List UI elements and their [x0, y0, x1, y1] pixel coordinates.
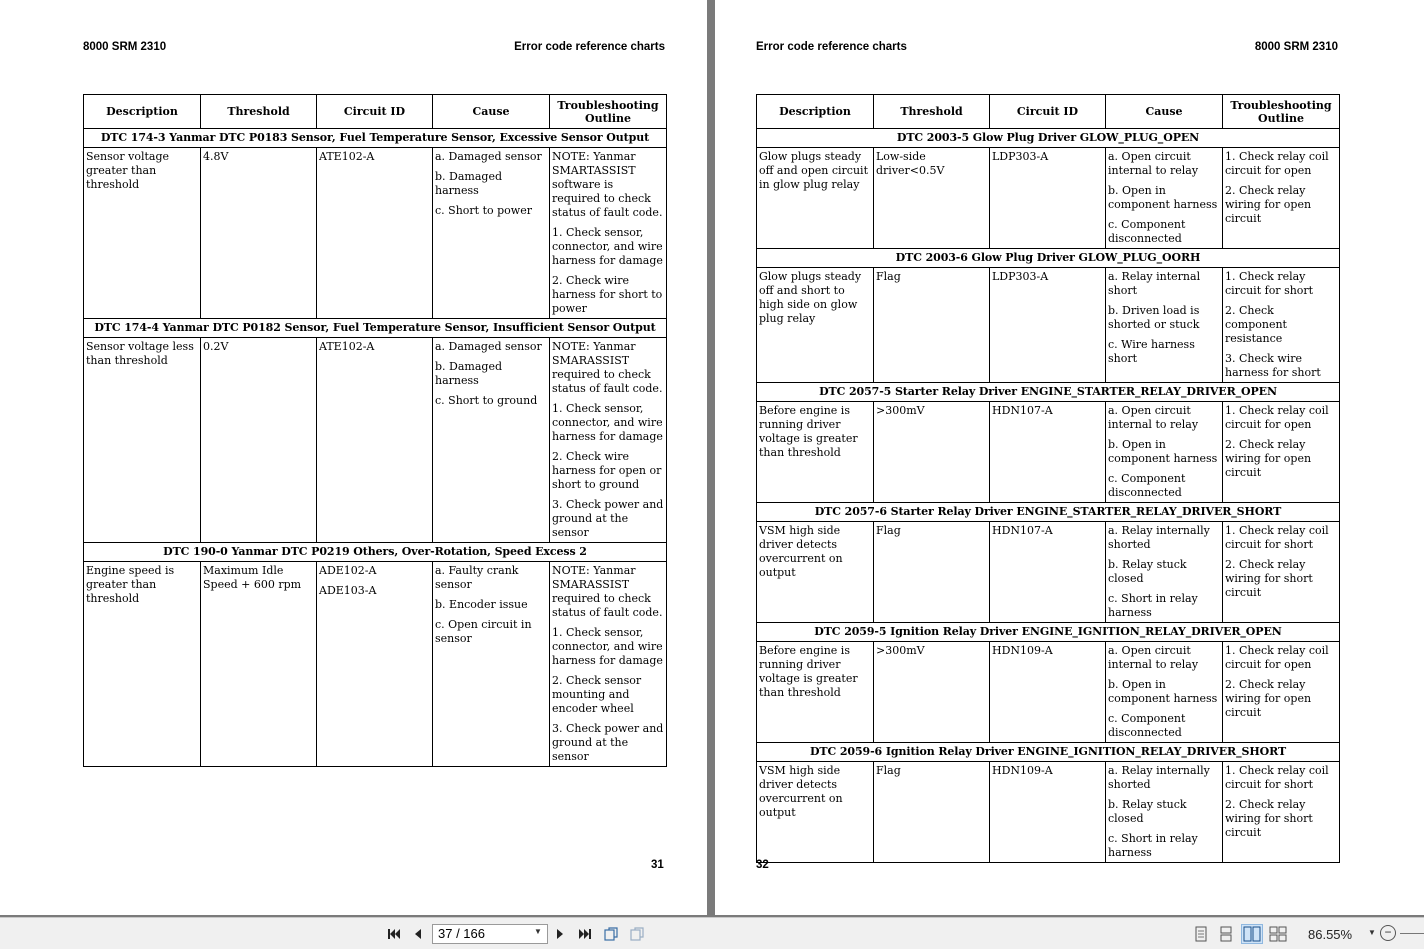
circuit-id: HDN109-A [992, 644, 1053, 657]
page-dropdown-icon[interactable]: ▼ [534, 927, 542, 936]
outline-item: 1. Check sensor, connector, and wire harness for damage [552, 402, 663, 443]
table-row [757, 642, 1340, 743]
section-row [757, 623, 1340, 642]
table-row [757, 762, 1340, 863]
cell-cause [433, 562, 550, 767]
table-row [757, 148, 1340, 249]
circuit-id: LDP303-A [992, 150, 1049, 163]
cause-item: b. Relay stuck closed [1108, 798, 1187, 825]
section-row [84, 543, 667, 562]
cell-troubleshooting [1223, 762, 1340, 863]
cell-threshold: >300mV [874, 642, 990, 743]
page-header-right: 8000 SRM 2310 [1254, 41, 1338, 53]
circuit-id: HDN109-A [992, 764, 1053, 777]
cell-circuit-id [990, 642, 1106, 743]
dtc-table-left [83, 94, 667, 767]
page-number-input[interactable]: 37 / 166 [432, 924, 548, 944]
dtc-section-title: DTC 2003-6 Glow Plug Driver GLOW_PLUG_OORH [757, 249, 1340, 268]
cell-circuit-id [990, 148, 1106, 249]
col-header-troubleshooting: Troubleshooting Outline [550, 95, 667, 129]
cell-troubleshooting [1223, 268, 1340, 383]
zoom-slider[interactable] [1400, 933, 1424, 934]
cause-item: a. Relay internally shorted [1108, 764, 1210, 791]
cell-troubleshooting [550, 338, 667, 543]
cause-item: b. Damaged harness [435, 360, 502, 387]
cell-description: Before engine is running driver voltage is greater than threshold [757, 402, 874, 503]
dtc-section-title: DTC 2059-6 Ignition Relay Driver ENGINE_IGNITION_RELAY_DRIVER_SHORT [757, 743, 1340, 762]
cell-cause [1106, 762, 1223, 863]
cell-cause [1106, 268, 1223, 383]
outline-item: 1. Check relay coil circuit for open [1225, 404, 1329, 431]
col-header-cause: Cause [1106, 95, 1223, 129]
page-header-left: 8000 SRM 2310 [83, 41, 167, 53]
cell-troubleshooting [550, 562, 667, 767]
cell-description: VSM high side driver detects overcurrent on output [757, 522, 874, 623]
cause-item: a. Faulty crank sensor [435, 564, 519, 591]
cause-item: c. Open circuit in sensor [435, 618, 532, 645]
outline-item: 2. Check relay wiring for open circuit [1225, 678, 1312, 719]
cell-threshold: 0.2V [201, 338, 317, 543]
zoom-out-icon[interactable]: − [1380, 925, 1396, 941]
outline-item: 3. Check power and ground at the sensor [552, 722, 664, 763]
outline-item: 2. Check relay wiring for short circuit [1225, 798, 1313, 839]
section-row [84, 129, 667, 148]
cell-threshold: Flag [874, 522, 990, 623]
outline-item: NOTE: Yanmar SMARASSIST required to check status of fault code. [552, 564, 663, 619]
section-row [757, 249, 1340, 268]
outline-item: 2. Check wire harness for short to power [552, 274, 663, 315]
col-header-troubleshooting: Troubleshooting Outline [1223, 95, 1340, 129]
zoom-dropdown-icon[interactable]: ▼ [1368, 928, 1376, 937]
cell-cause [1106, 642, 1223, 743]
continuous-facing-view-icon[interactable] [1267, 924, 1289, 944]
dtc-section-title: DTC 190-0 Yanmar DTC P0219 Others, Over-Rotation, Speed Excess 2 [84, 543, 667, 562]
page-header-left: Error code reference charts [756, 41, 907, 53]
cell-description: Engine speed is greater than threshold [84, 562, 201, 767]
table-row [757, 402, 1340, 503]
table-header-row [84, 95, 667, 129]
dtc-section-title: DTC 2057-6 Starter Relay Driver ENGINE_STARTER_RELAY_DRIVER_SHORT [757, 503, 1340, 522]
page-number: 31 [651, 859, 664, 871]
col-header-threshold: Threshold [201, 95, 317, 129]
cause-item: c. Short to ground [435, 394, 538, 407]
page-header-right: Error code reference charts [514, 41, 665, 53]
continuous-view-icon[interactable] [1215, 924, 1237, 944]
table-row [757, 522, 1340, 623]
col-header-description: Description [757, 95, 874, 129]
cause-item: b. Driven load is shorted or stuck [1108, 304, 1200, 331]
col-header-circuit-id: Circuit ID [317, 95, 433, 129]
cause-item: b. Damaged harness [435, 170, 502, 197]
cell-cause [1106, 148, 1223, 249]
section-row [757, 129, 1340, 148]
cause-item: a. Open circuit internal to relay [1108, 404, 1199, 431]
outline-item: 2. Check wire harness for open or short to ground [552, 450, 662, 491]
circuit-id: LDP303-A [992, 270, 1049, 283]
circuit-id: ADE103-A [319, 584, 377, 597]
cause-item: a. Open circuit internal to relay [1108, 150, 1199, 177]
outline-item: NOTE: Yanmar SMARTASSIST software is required to check status of fault code. [552, 150, 663, 219]
zoom-level[interactable]: 86.55% [1308, 927, 1353, 942]
table-header-row [757, 95, 1340, 129]
cell-threshold: Maximum Idle Speed + 600 rpm [201, 562, 317, 767]
cell-troubleshooting [1223, 522, 1340, 623]
cause-item: c. Short to power [435, 204, 532, 217]
cell-threshold: 4.8V [201, 148, 317, 319]
viewer-toolbar [0, 917, 1424, 949]
previous-view-icon[interactable] [601, 924, 621, 944]
outline-item: 2. Check sensor mounting and encoder wheel [552, 674, 642, 715]
cause-item: a. Damaged sensor [435, 150, 542, 163]
cause-item: c. Short in relay harness [1108, 832, 1198, 859]
cause-item: a. Open circuit internal to relay [1108, 644, 1199, 671]
cell-threshold: >300mV [874, 402, 990, 503]
cell-description: Glow plugs steady off and open circuit in glow plug relay [757, 148, 874, 249]
outline-item: 1. Check sensor, connector, and wire harness for damage [552, 626, 663, 667]
cell-threshold: Low-side driver<0.5V [874, 148, 990, 249]
cause-item: b. Encoder issue [435, 598, 528, 611]
cell-description: VSM high side driver detects overcurrent on output [757, 762, 874, 863]
cause-item: c. Component disconnected [1108, 712, 1186, 739]
outline-item: 1. Check sensor, connector, and wire harness for damage [552, 226, 663, 267]
cause-item: b. Relay stuck closed [1108, 558, 1187, 585]
cause-item: b. Open in component harness [1108, 678, 1218, 705]
cause-item: c. Short in relay harness [1108, 592, 1198, 619]
page-number: 32 [756, 859, 769, 871]
outline-item: 2. Check relay wiring for open circuit [1225, 438, 1312, 479]
dtc-table-right [756, 94, 1340, 863]
pdf-page-left [0, 0, 707, 915]
table-row [757, 268, 1340, 383]
last-page-icon[interactable] [575, 924, 595, 944]
cause-item: c. Wire harness short [1108, 338, 1195, 365]
cell-troubleshooting [1223, 402, 1340, 503]
cell-description: Sensor voltage less than threshold [84, 338, 201, 543]
next-page-icon[interactable] [550, 924, 570, 944]
table-row [84, 338, 667, 543]
col-header-circuit-id: Circuit ID [990, 95, 1106, 129]
cell-circuit-id [990, 522, 1106, 623]
section-row [757, 383, 1340, 402]
cause-item: c. Component disconnected [1108, 472, 1186, 499]
cause-item: a. Relay internal short [1108, 270, 1201, 297]
cell-threshold: Flag [874, 762, 990, 863]
section-row [757, 743, 1340, 762]
col-header-threshold: Threshold [874, 95, 990, 129]
cause-item: b. Open in component harness [1108, 184, 1218, 211]
circuit-id: HDN107-A [992, 524, 1053, 537]
outline-item: 1. Check relay coil circuit for short [1225, 764, 1329, 791]
cause-item: b. Open in component harness [1108, 438, 1218, 465]
cell-circuit-id [990, 402, 1106, 503]
outline-item: 1. Check relay coil circuit for open [1225, 150, 1329, 177]
cell-circuit-id [990, 268, 1106, 383]
cell-description: Glow plugs steady off and short to high side on glow plug relay [757, 268, 874, 383]
circuit-id: ADE102-A [319, 564, 377, 577]
dtc-section-title: DTC 2059-5 Ignition Relay Driver ENGINE_IGNITION_RELAY_DRIVER_OPEN [757, 623, 1340, 642]
table-row [84, 562, 667, 767]
outline-item: 2. Check relay wiring for open circuit [1225, 184, 1312, 225]
section-row [84, 319, 667, 338]
cell-troubleshooting [1223, 642, 1340, 743]
outline-item: 1. Check relay coil circuit for open [1225, 644, 1329, 671]
outline-item: 1. Check relay coil circuit for short [1225, 524, 1329, 551]
pdf-page-right [715, 0, 1424, 915]
dtc-section-title: DTC 2003-5 Glow Plug Driver GLOW_PLUG_OPEN [757, 129, 1340, 148]
cell-circuit-id [990, 762, 1106, 863]
cell-circuit-id [317, 338, 433, 543]
cell-troubleshooting [550, 148, 667, 319]
single-page-view-icon[interactable] [1190, 924, 1212, 944]
cause-item: a. Damaged sensor [435, 340, 542, 353]
cell-circuit-id [317, 562, 433, 767]
cell-description: Before engine is running driver voltage is greater than threshold [757, 642, 874, 743]
circuit-id: HDN107-A [992, 404, 1053, 417]
cell-cause [1106, 522, 1223, 623]
previous-page-icon[interactable] [408, 924, 428, 944]
cell-threshold: Flag [874, 268, 990, 383]
outline-item: 3. Check wire harness for short [1225, 352, 1321, 379]
cause-item: a. Relay internally shorted [1108, 524, 1210, 551]
table-row [84, 148, 667, 319]
outline-item: 2. Check relay wiring for short circuit [1225, 558, 1313, 599]
col-header-description: Description [84, 95, 201, 129]
outline-item: 3. Check power and ground at the sensor [552, 498, 664, 539]
cell-description: Sensor voltage greater than threshold [84, 148, 201, 319]
cell-cause [433, 148, 550, 319]
outline-item: NOTE: Yanmar SMARASSIST required to check status of fault code. [552, 340, 663, 395]
first-page-icon[interactable] [384, 924, 404, 944]
dtc-section-title: DTC 174-4 Yanmar DTC P0182 Sensor, Fuel Temperature Sensor, Insufficient Sensor Output [84, 319, 667, 338]
cell-troubleshooting [1223, 148, 1340, 249]
outline-item: 2. Check component resistance [1225, 304, 1287, 345]
cell-cause [433, 338, 550, 543]
cell-circuit-id [317, 148, 433, 319]
outline-item: 1. Check relay circuit for short [1225, 270, 1314, 297]
col-header-cause: Cause [433, 95, 550, 129]
next-view-icon[interactable] [627, 924, 647, 944]
circuit-id: ATE102-A [319, 150, 375, 163]
cell-cause [1106, 402, 1223, 503]
dtc-section-title: DTC 2057-5 Starter Relay Driver ENGINE_STARTER_RELAY_DRIVER_OPEN [757, 383, 1340, 402]
dtc-section-title: DTC 174-3 Yanmar DTC P0183 Sensor, Fuel Temperature Sensor, Excessive Sensor Output [84, 129, 667, 148]
facing-pages-view-icon[interactable] [1241, 924, 1263, 944]
section-row [757, 503, 1340, 522]
cause-item: c. Component disconnected [1108, 218, 1186, 245]
circuit-id: ATE102-A [319, 340, 375, 353]
